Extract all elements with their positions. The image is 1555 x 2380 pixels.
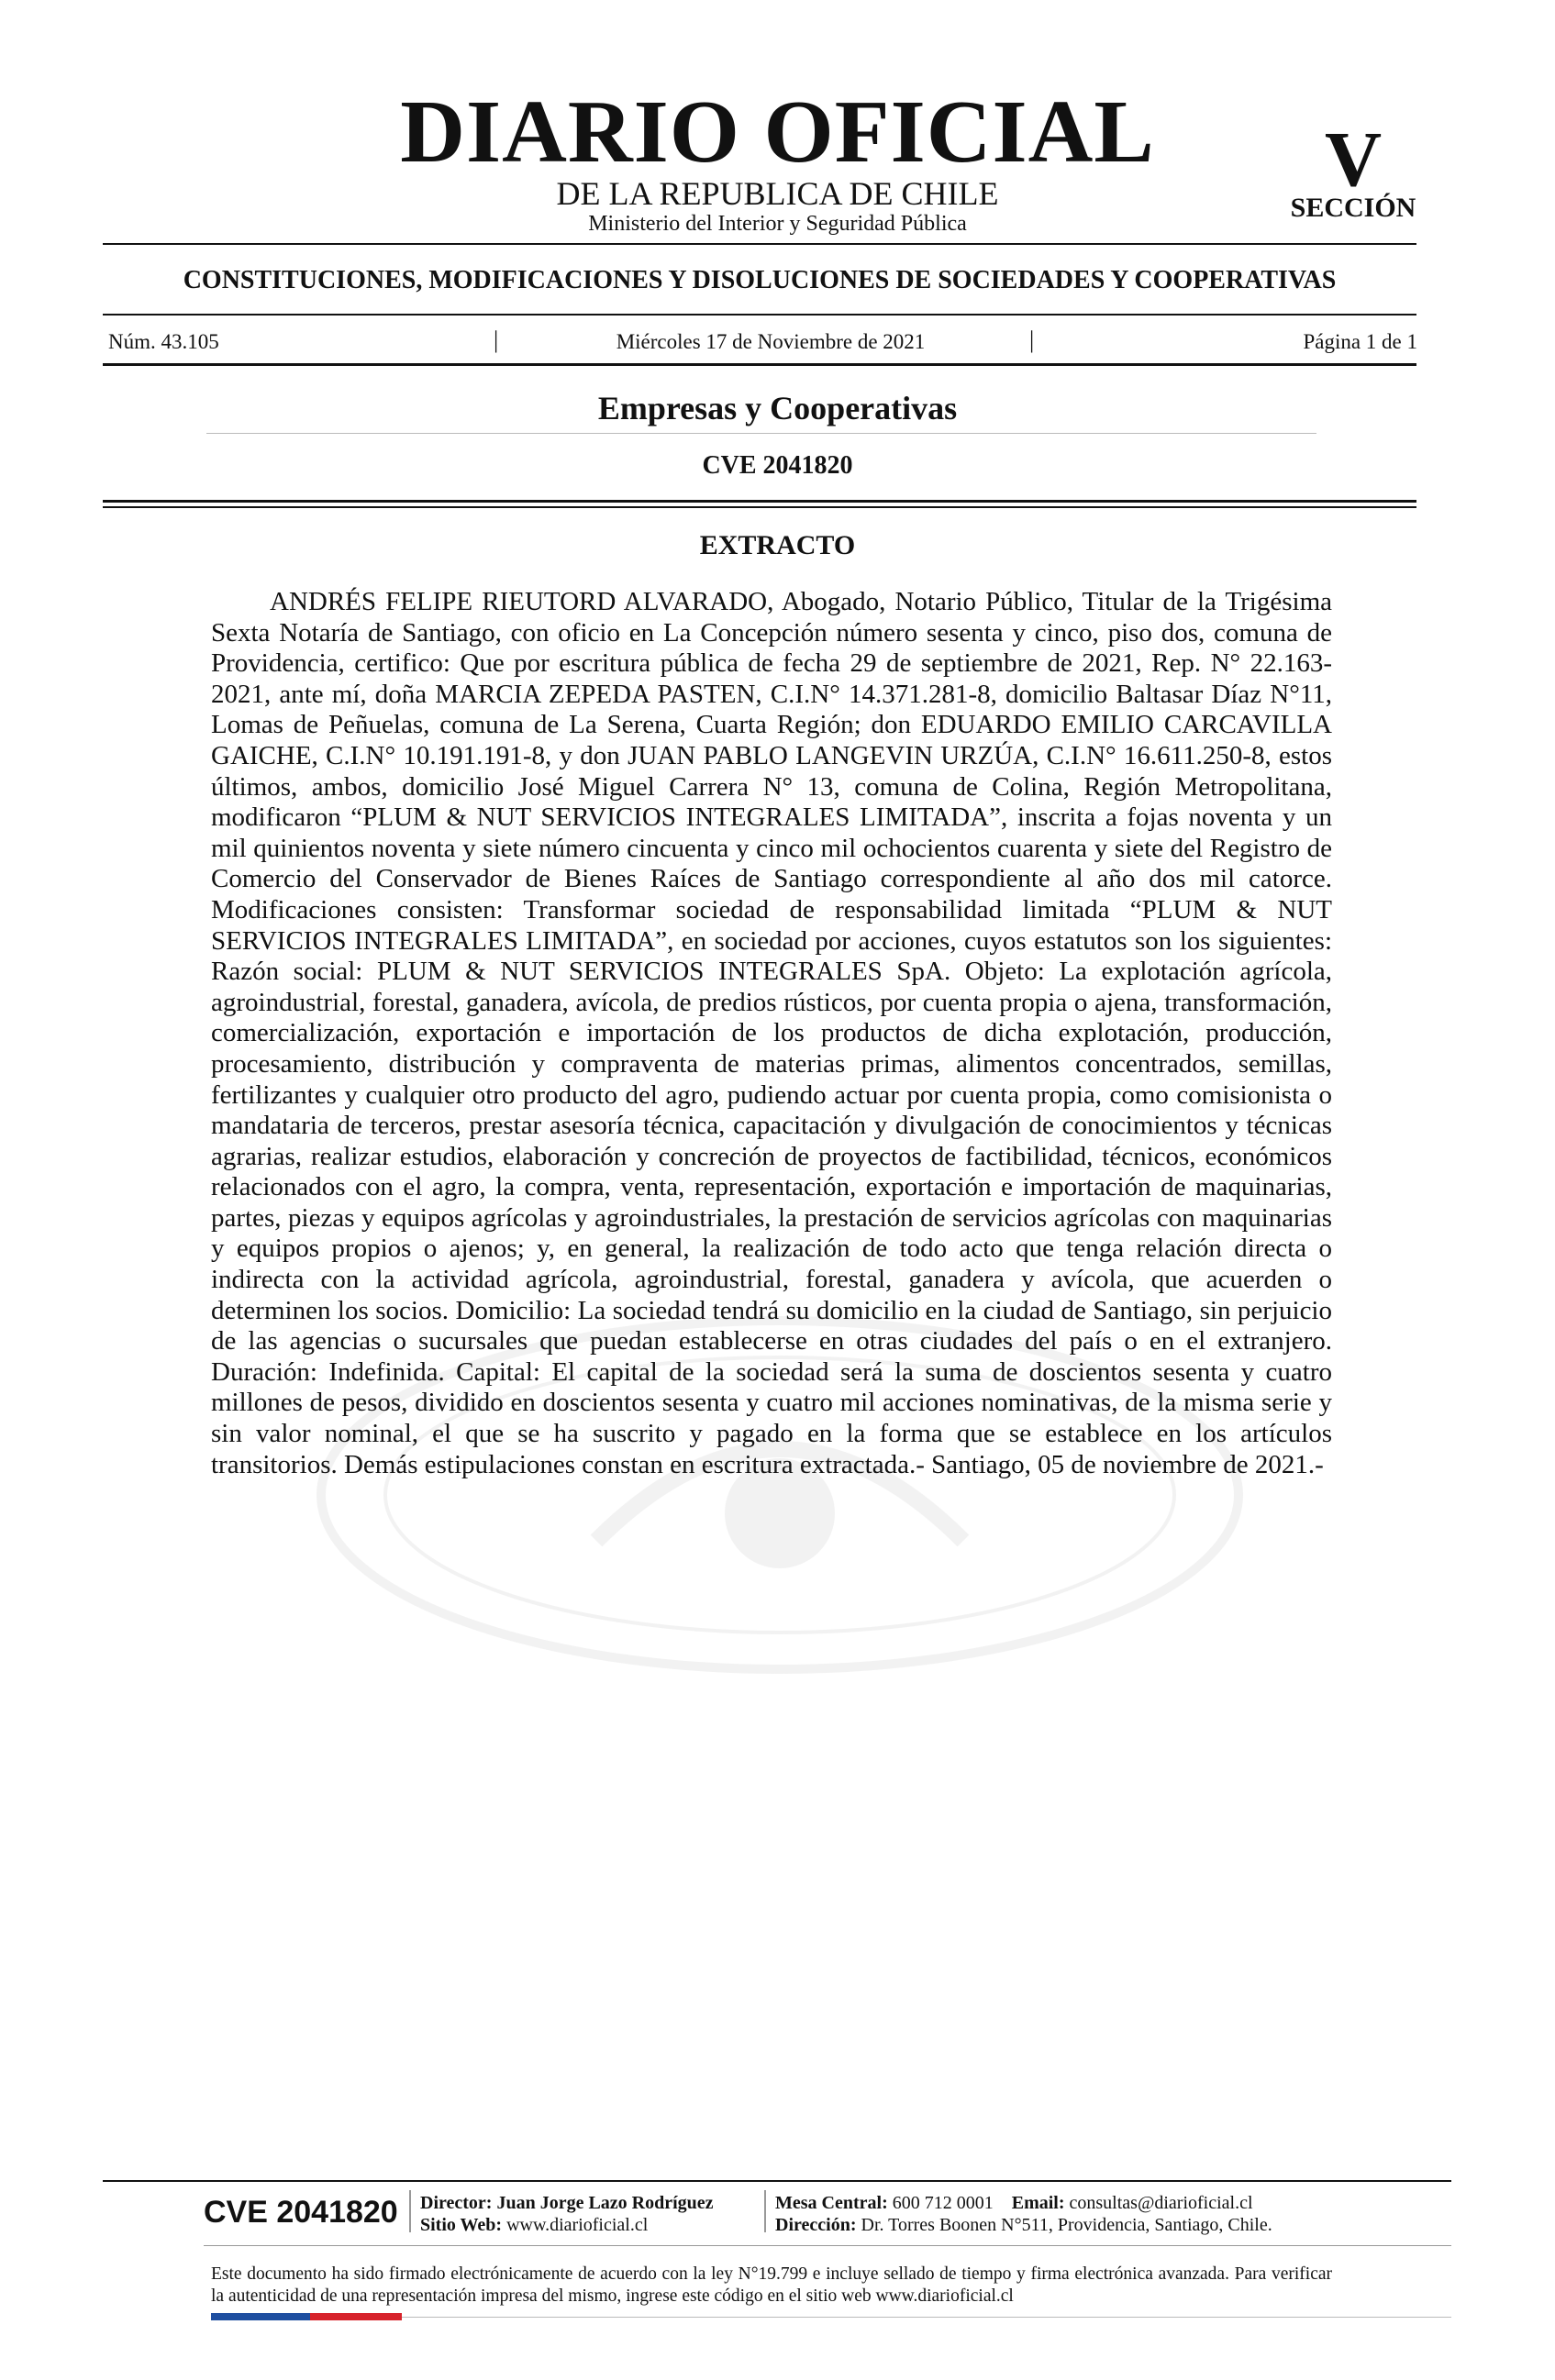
document-category: Empresas y Cooperativas — [597, 390, 958, 426]
ministry-line: Ministerio del Interior y Seguridad Pública — [588, 212, 967, 236]
issue-number: Núm. 43.105 — [108, 330, 219, 353]
flag-stripe-red — [310, 2313, 402, 2320]
footer-contact-block — [775, 2192, 1272, 2236]
page-indicator: Página 1 de 1 — [1303, 330, 1417, 353]
phone-number: 600 712 0001 — [892, 2193, 994, 2213]
footer-cve: CVE 2041820 — [204, 2195, 398, 2230]
content-divider — [103, 500, 1416, 503]
email-label: Email: — [1011, 2193, 1065, 2213]
header-divider — [103, 314, 1416, 315]
address-label: Dirección: — [775, 2215, 857, 2235]
issue-date: Miércoles 17 de Noviembre de 2021 — [616, 330, 926, 353]
extract-body: ANDRÉS FELIPE RIEUTORD ALVARADO, Abogado, Notario Público, Titular de la Trigésima Sexta Notaría de Santiago, con oficio en La Concepción número sesenta y cinco, piso dos, comuna de Providencia, certifico: Que por escritura pública de fecha 29 de septiembre de 2021, Rep. N° 22.163-2021, ante mí, doña MARCIA ZEPEDA PASTEN, C.I.N° 14.371.281-8, domicilio Baltasar Díaz N°11, Lomas de Peñuelas, comuna de La Serena, Cuarta Región; don EDUARDO EMILIO CARCAVILLA GAICHE, C.I.N° 10.191.191-8, y don JUAN PABLO LANGEVIN URZÚA, C.I.N° 16.611.250-8, estos últimos, ambos, domicilio José Miguel Carrera N° 13, comuna de Colina, Región Metropolitana, modificaron “PLUM & NUT SERVICIOS INTEGRALES LIMITADA”, inscrita a fojas noventa y un mil quinientos noventa y siete número cincuenta y cinco mil ochocientos cuarenta y siete del Registro de Comercio del Conservador de Bienes Raíces de Santiago correspondiente al año dos mil catorce. Modificaciones consisten: Transformar sociedad de responsabilidad limitada “PLUM & NUT SERVICIOS INTEGRALES LIMITADA”, en sociedad por acciones, cuyos estatutos son los siguientes: Razón social: PLUM & NUT SERVICIOS INTEGRALES SpA. Objeto: La explotación agrícola, agroindustrial, forestal, ganadera, avícola, de predios rústicos, por cuenta propia o ajena, transformación, comercialización, exportación e importación de los productos de dicha explotación, producción, procesamiento, distribución y compraventa de materias primas, alimentos concentrados, semillas, fertilizantes y cualquier otro producto del agro, pudiendo actuar por cuenta propia, como comisionista o mandataria de terceros, prestar asesoría técnica, capacitación y divulgación de conocimientos y técnicas agrarias, realizar estudios, elaboración y concreción de proyectos de factibilidad, técnicos, económicos relacionados con el agro, la compra, venta, representación, exportación e importación de maquinarias, partes, piezas y equipos agrícolas y agroindustriales, la prestación de servicios agrícolas con maquinarias y equipos propios o ajenos; y, en general, la realización de todo acto que tenga relación directa o indirecta con la actividad agrícola, agroindustrial, forestal, ganadera y avícola, que acuerden o determinen los socios. Domicilio: La sociedad tendrá su domicilio en la ciudad de Santiago, sin perjuicio de las agencias o sucursales que puedan establecerse en otras ciudades del país o en el extranjero. Duración: Indefinida. Capital: El capital de la sociedad será la suma de doscientos sesenta y cuatro millones de pesos, dividido en doscientos sesenta y cuatro mil acciones nominativas, de la misma serie y sin valor nominal, el que se ha suscrito y pagado en la forma que se establece en los artículos transitorios. Demás estipulaciones constan en escritura extractada.- Santiago, 05 de noviembre de 2021.- — [211, 587, 1332, 1479]
footer-divider — [402, 2317, 1451, 2318]
section-title: CONSTITUCIONES, MODIFICACIONES Y DISOLUCIONES DE SOCIEDADES Y COOPERATIVAS — [183, 266, 1337, 294]
flag-stripe-blue — [211, 2313, 310, 2320]
footer-divider — [103, 2180, 1451, 2182]
header-divider — [103, 243, 1416, 245]
email-link[interactable]: consultas@diarioficial.cl — [1069, 2193, 1253, 2213]
info-divider — [103, 363, 1416, 366]
director-name: Juan Jorge Lazo Rodríguez — [496, 2193, 714, 2213]
footer-divider — [204, 2245, 1451, 2246]
address-value: Dr. Torres Boonen N°511, Providencia, Santiago, Chile. — [861, 2215, 1272, 2235]
section-label: SECCIÓN — [1290, 193, 1416, 223]
website-link[interactable]: www.diarioficial.cl — [506, 2215, 649, 2235]
director-label: Director: — [420, 2193, 493, 2213]
phone-label: Mesa Central: — [775, 2193, 888, 2213]
document-title: EXTRACTO — [699, 530, 856, 560]
website-label: Sitio Web: — [420, 2215, 503, 2235]
footer-separator — [409, 2190, 411, 2232]
footer-legal-notice: Este documento ha sido firmado electrónicamente de acuerdo con la ley N°19.799 e incluye sellado de tiempo y firma electrónica avanzada. Para verificar la autenticidad de una representación impresa del mismo, ingrese este código en el sitio web www.diarioficial.cl — [211, 2264, 1332, 2306]
document-cve: CVE 2041820 — [702, 451, 853, 480]
info-separator: | — [494, 327, 499, 353]
footer-separator — [764, 2190, 766, 2232]
info-separator: | — [1029, 327, 1035, 353]
masthead-title: DIARIO OFICIAL — [400, 83, 1155, 182]
footer-director-block — [420, 2192, 714, 2236]
section-letter: V — [1324, 115, 1383, 203]
masthead-subtitle: DE LA REPUBLICA DE CHILE — [556, 175, 999, 212]
content-divider — [103, 506, 1416, 508]
category-divider — [206, 433, 1316, 434]
